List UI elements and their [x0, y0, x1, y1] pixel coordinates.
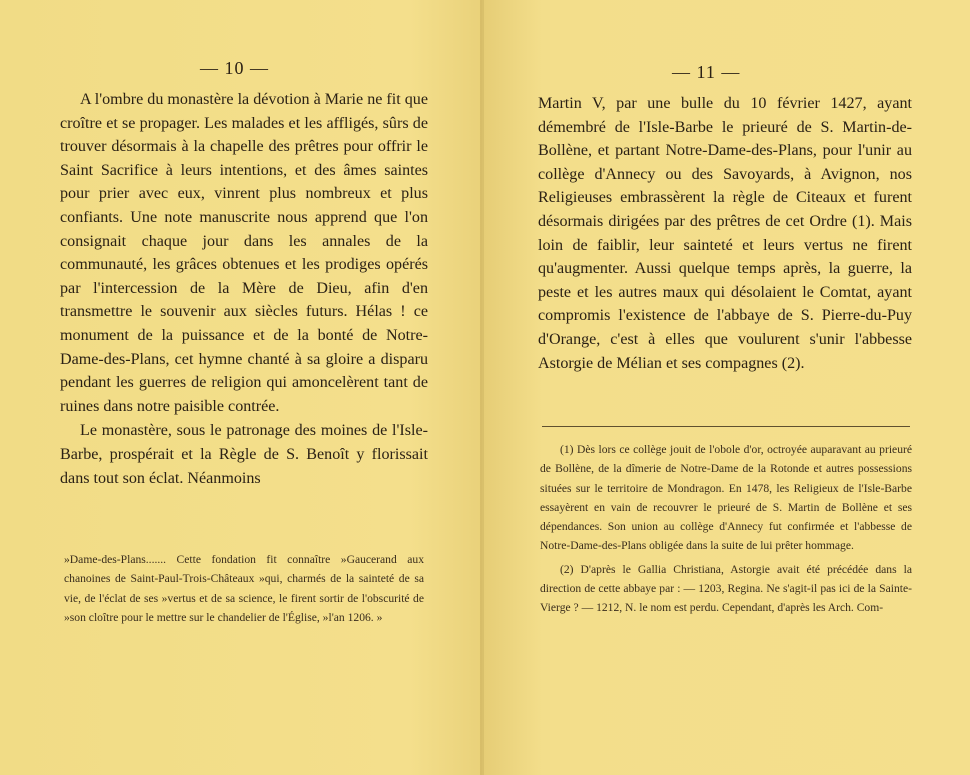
- paragraph: Le monastère, sous le patronage des moines de l'Isle-Barbe, prospérait et la Règle de S. Benoît y florissait dans tout son éclat. Néanmoins: [60, 422, 428, 487]
- footnotes: [540, 440, 912, 618]
- right-page: [484, 0, 970, 775]
- paragraph: A l'ombre du monastère la dévotion à Marie ne fit que croître et se propager. Les malades et les affligés, sûrs de trouver désormais à la chapelle des prêtres pour offrir le Saint Sacrifice à leurs intentions, et des âmes saintes pour prier avec eux, vinrent plus nombreux et plus confiants. Une note manuscrite nous apprend que l'on consignait chaque jour dans les annales de la communauté, les grâces obtenues et les prodiges opérés par l'intercession de la Mère de Dieu, afin d'en transmettre le souvenir aux siècles futurs. Hélas ! ce monument de la puissance et de la bonté de Notre-Dame-des-Plans, cet hymne chanté à sa gloire a disparu pendant les guerres de religion qui amoncelèrent tant de ruines dans notre paisible contrée.: [60, 91, 428, 415]
- paragraph: Martin V, par une bulle du 10 février 1427, ayant démembré de l'Isle-Barbe le prieuré de S. Martin-de-Bollène, et partant Notre-Dame-des-Plans, pour l'unir au collège d'Annecy ou des Savoyards, à Avignon, nos Religieuses embrassèrent la règle de Citeaux et furent désormais dirigées par des prêtres de cet Ordre (1). Mais loin de faiblir, leur sainteté et leurs vertus ne firent qu'augmenter. Aussi quelque temps après, la guerre, la peste et les autres maux qui désolaient le Comtat, ayant compromis l'existence de l'abbaye de S. Pierre-du-Puy d'Orange, c'est à elles que voulurent s'unir l'abbesse Astorgie de Mélian et ses compagnes (2).: [538, 95, 912, 372]
- left-page: [0, 0, 482, 775]
- footnote: (1) Dès lors ce collège jouit de l'obole d'or, octroyée auparavant au prieuré de Bollène, de la dîmerie de Notre-Dame de la Rotonde et autres possessions situées sur le territoire de Mondragon. En 1478, les Religieux de l'Isle-Barbe essayèrent en vain de recouvrer le prieuré de S. Martin de Bollène et ses dépendances. Son union au collège d'Annecy fut confirmée et l'abbesse de Notre-Dame-des-Plans obligée dans la suite de lui prêter hommage.: [540, 443, 912, 553]
- page-number: — 10 —: [200, 58, 269, 78]
- footnote-rule: [542, 426, 910, 427]
- footnote: »Dame-des-Plans....... Cette fondation fit connaître »Gaucerand aux chanoines de Saint-Paul-Trois-Châteaux »qui, charmés de la sainteté de sa vie, de l'éclat de ses »vertus et de sa science, le firent sortir de l'obscurité de »son cloître pour le mettre sur le chandelier de l'Église, »l'an 1206. »: [64, 553, 424, 624]
- body-text: [60, 88, 428, 490]
- page-number: — 11 —: [672, 62, 741, 82]
- footnote: (2) D'après le Gallia Christiana, Astorgie avait été précédée dans la direction de cette abbaye par : — 1203, Regina. Ne s'agit-il pas ici de la Sainte-Vierge ? — 1212, N. le nom est perdu. Cependant, d'après les Arch. Com-: [540, 562, 912, 615]
- footnotes: [64, 550, 424, 627]
- body-text: [538, 92, 912, 375]
